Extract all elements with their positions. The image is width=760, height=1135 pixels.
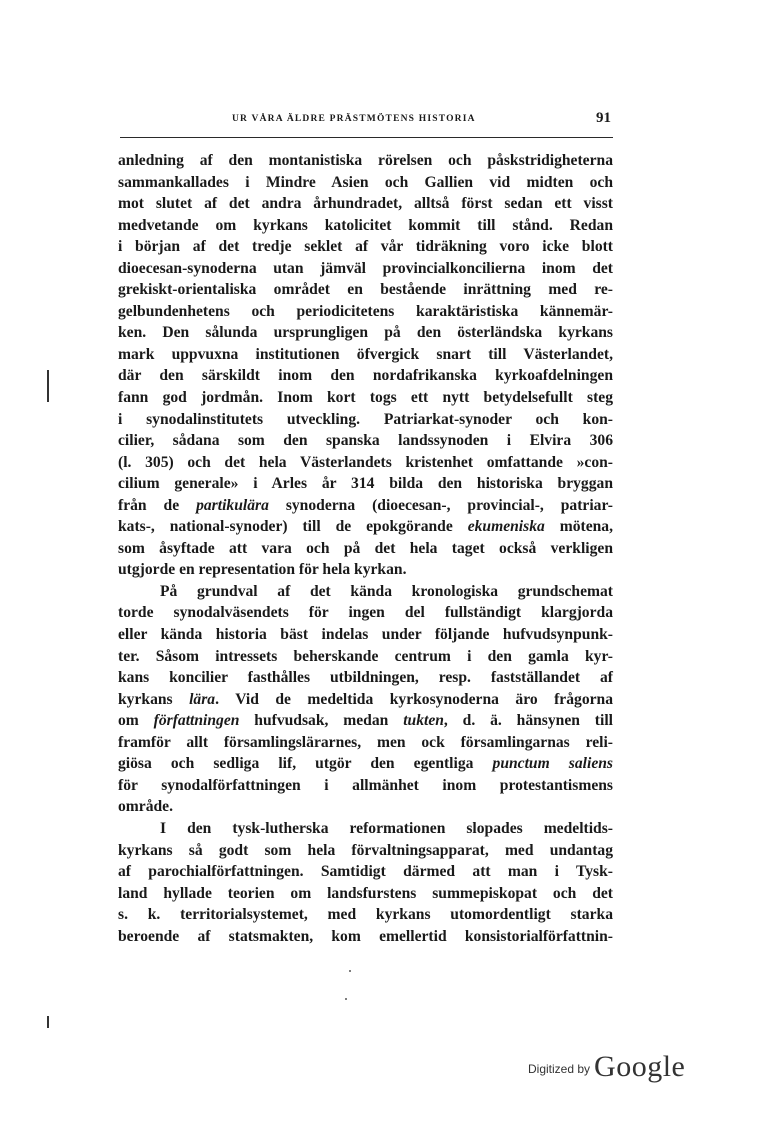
speck	[345, 998, 347, 1000]
speck	[349, 970, 351, 972]
text-line: kyrkans så godt som hela förvaltningsapparat, med undantag	[118, 841, 613, 859]
text-line: område.	[118, 798, 173, 816]
text-line: land hyllade teorien om landsfurstens summepiskopat och det	[118, 884, 613, 902]
margin-mark	[47, 1016, 49, 1028]
running-head: UR VÅRA ÄLDRE PRÄSTMÖTENS HISTORIA	[232, 114, 476, 124]
text-line: från de partikulära synoderna (dioecesan-, provincial-, patriar-	[118, 496, 613, 514]
text-line: ter. Såsom intressets beherskande centrum i den gamla kyr-	[118, 647, 613, 665]
text-line: mark uppvuxna institutionen öfvergick snart till Västerlandet,	[118, 345, 613, 363]
text-line: beroende af statsmakten, kom emellertid konsistorialförfattnin-	[118, 927, 613, 945]
margin-mark	[47, 370, 49, 402]
text-line: dioecesan-synoderna utan jämväl provincialkoncilierna inom det	[118, 259, 613, 277]
text-line: cilier, sådana som den spanska landssynoden i Elvira 306	[118, 432, 613, 450]
text-line: giösa och sedliga lif, utgör den egentliga punctum saliens	[118, 755, 613, 773]
text-line: gelbundenhetens och periodicitetens karaktäristiska kännemär-	[118, 302, 613, 320]
text-line: s. k. territorialsystemet, med kyrkans utomordentligt starka	[118, 906, 613, 924]
page-number: 91	[596, 110, 611, 126]
text-line: I den tysk-lutherska reformationen slopades medeltids-	[160, 819, 613, 837]
body-text	[118, 150, 613, 947]
watermark-prefix: Digitized by	[528, 1062, 591, 1076]
text-line: som åsyftade att vara och på det hela taget också verkligen	[118, 539, 613, 557]
text-line: kans koncilier fasthålles utbildningen, resp. fastställandet af	[118, 669, 613, 687]
text-line: grekiskt-orientaliska området en bestående inrättning med re-	[118, 281, 613, 299]
text-line: På grundval af det kända kronologiska grundschemat	[160, 582, 613, 600]
text-line: sammankallades i Mindre Asien och Gallien vid midten och	[118, 173, 613, 191]
text-line: medvetande om kyrkans katolicitet kommit till stånd. Redan	[118, 216, 613, 234]
text-line: i början af det tredje seklet af vår tidräkning voro icke blott	[118, 238, 613, 256]
text-line: torde synodalväsendets för ingen del fullständigt klargjorda	[118, 604, 613, 622]
text-line: kats-, national-synoder) till de epokgörande ekumeniska mötena,	[118, 518, 613, 536]
text-line: eller kända historia bäst indelas under följande hufvudsynpunk-	[118, 626, 613, 644]
text-line: för synodalförfattningen i allmänhet inom protestantismens	[118, 776, 613, 794]
text-line: i synodalinstitutets utveckling. Patriarkat-synoder och kon-	[118, 410, 613, 428]
text-line: där den särskildt inom den nordafrikanska kyrkoafdelningen	[118, 367, 613, 385]
text-line: utgjorde en representation för hela kyrkan.	[118, 561, 407, 579]
page-header	[120, 110, 613, 138]
digitized-watermark	[528, 1050, 685, 1084]
text-line: (l. 305) och det hela Västerlandets kristenhet omfattande »con-	[118, 453, 613, 471]
text-line: ken. Den sålunda ursprungligen på den österländska kyrkans	[118, 324, 613, 342]
text-line: om författningen hufvudsak, medan tukten, d. ä. hänsynen till	[118, 712, 613, 730]
text-line: framför allt församlingslärarnes, men ock församlingarnas reli-	[118, 733, 613, 751]
text-line: kyrkans lära. Vid de medeltida kyrkosynoderna äro frågorna	[118, 690, 614, 708]
google-logo: Google	[594, 1050, 686, 1083]
text-line: cilium generale» i Arles år 314 bilda den historiska bryggan	[118, 475, 613, 493]
text-line: mot slutet af det andra århundradet, alltså först sedan ett visst	[118, 195, 613, 213]
text-line: anledning af den montanistiska rörelsen och påskstridigheterna	[118, 152, 613, 169]
text-line: fann god jordmån. Inom kort togs ett nytt betydelsefullt steg	[118, 389, 613, 407]
text-line: af parochialförfattningen. Samtidigt därmed att man i Tysk-	[118, 863, 613, 881]
